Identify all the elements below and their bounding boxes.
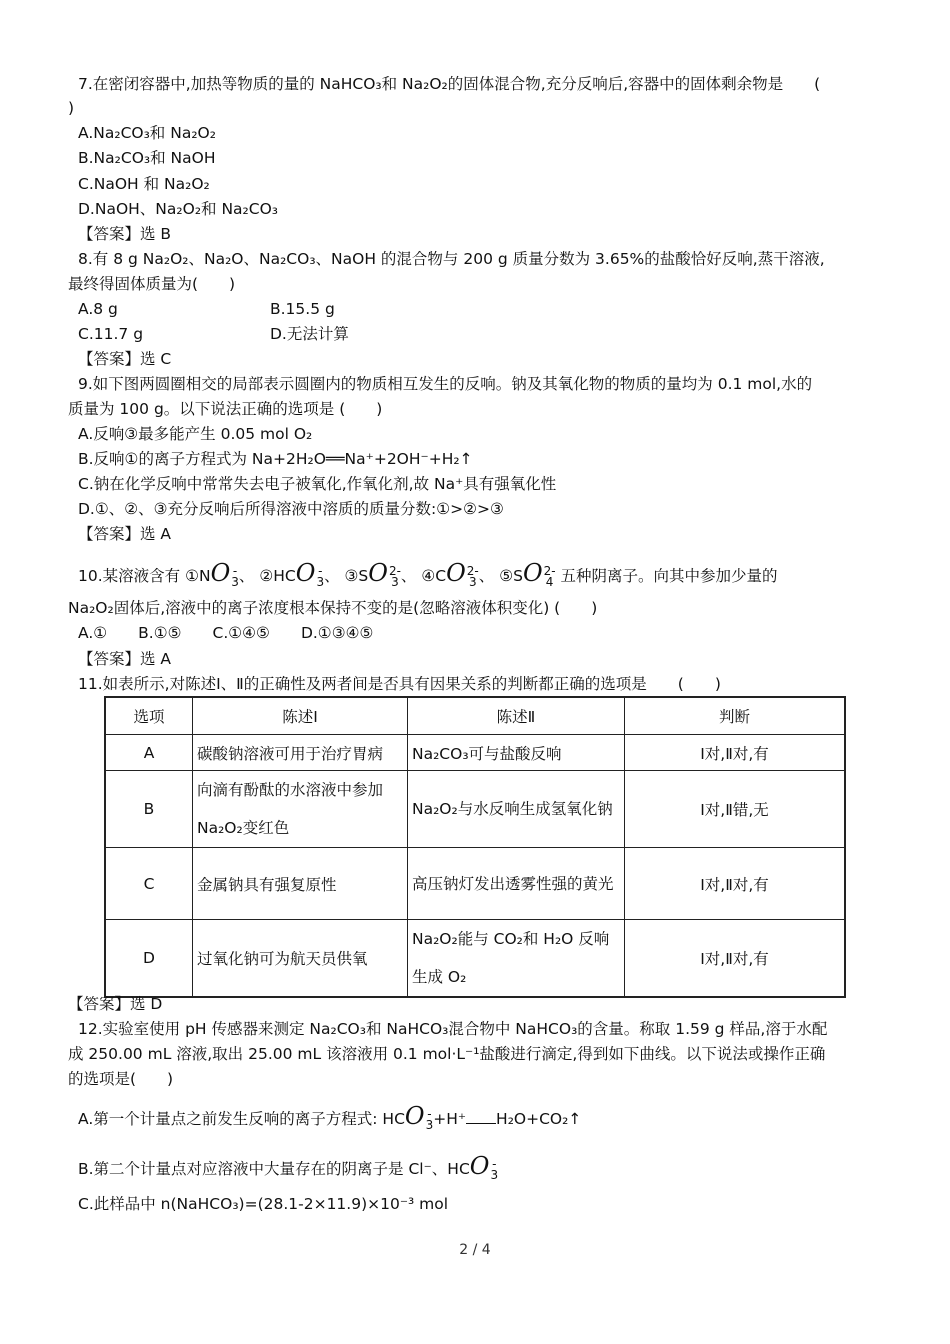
q7-stem-line2: ) <box>68 99 75 117</box>
row-option: A <box>105 735 193 771</box>
row-statement-2: Na₂O₂能与 CO₂和 H₂O 反响生成 O₂ <box>408 920 625 998</box>
q7-option-c: C.NaOH 和 Na₂O₂ <box>78 175 210 193</box>
header-statement-2: 陈述Ⅱ <box>408 697 625 735</box>
q12-option-b: B.第二个计量点对应溶液中大量存在的阴离子是 Cl⁻、HCO - 3 <box>78 1152 499 1182</box>
q10-options: A.① B.①⑤ C.①④⑤ D.①③④⑤ <box>78 624 374 642</box>
row-statement-2: Na₂CO₃可与盐酸反响 <box>408 735 625 771</box>
q8-option-a: A.8 g <box>78 300 118 318</box>
table-row <box>105 771 845 848</box>
row-statement-1: 金属钠具有强复原性 <box>193 848 408 920</box>
q8-stem-line2: 最终得固体质量为( ) <box>68 275 236 293</box>
q7-option-b: B.Na₂CO₃和 NaOH <box>78 149 216 167</box>
q7-option-d: D.NaOH、Na₂O₂和 Na₂CO₃ <box>78 200 279 218</box>
q12-option-a: A.第一个计量点之前发生反响的离子方程式: HCO - 3 +H⁺ H₂O+CO₂↑ <box>78 1102 582 1132</box>
q12-stem-line3: 的选项是( ) <box>68 1070 174 1088</box>
q12-stem-line2: 成 250.00 mL 溶液,取出 25.00 mL 该溶液用 0.1 mol·L⁻¹盐酸进行滴定,得到如下曲线。以下说法或操作正确 <box>68 1045 826 1063</box>
q10-ion-1: ①NO - 3 、 <box>185 559 255 589</box>
table-row <box>105 848 845 920</box>
table-row <box>105 920 845 998</box>
row-statement-1: 向滴有酚酞的水溶液中参加 Na₂O₂变红色 <box>193 771 408 848</box>
row-statement-2: Na₂O₂与水反响生成氢氧化钠 <box>408 771 625 848</box>
table-header-row <box>105 697 845 735</box>
q9-answer: 【答案】选 A <box>78 525 172 543</box>
header-option: 选项 <box>105 697 193 735</box>
q9-stem-line2: 质量为 100 g。以下说法正确的选项是 ( ) <box>68 400 383 418</box>
q10-suffix: 五种阴离子。向其中参加少量的 <box>560 567 778 585</box>
q10-prefix: 10.某溶液含有 <box>78 567 181 585</box>
q8-answer: 【答案】选 C <box>78 350 172 368</box>
row-statement-1: 碳酸钠溶液可用于治疗胃病 <box>193 735 408 771</box>
q12-stem-line1: 12.实验室使用 pH 传感器来测定 Na₂CO₃和 NaHCO₃混合物中 NaHCO₃的含量。称取 1.59 g 样品,溶于水配 <box>78 1020 828 1038</box>
q7-stem-line1: 7.在密闭容器中,加热等物质的量的 NaHCO₃和 Na₂O₂的固体混合物,充分反响后,容器中的固体剩余物是 ( <box>78 75 821 93</box>
q9-option-a: A.反响③最多能产生 0.05 mol O₂ <box>78 425 313 443</box>
row-option: B <box>105 771 193 848</box>
table-row <box>105 735 845 771</box>
row-judgement: Ⅰ对,Ⅱ错,无 <box>625 771 846 848</box>
row-option: D <box>105 920 193 998</box>
row-option: C <box>105 848 193 920</box>
header-judgement: 判断 <box>625 697 846 735</box>
q9-stem-line1: 9.如下图两圆圈相交的局部表示圆圈内的物质相互发生的反响。钠及其氧化物的物质的量均为 0.1 mol,水的 <box>78 375 813 393</box>
row-statement-1: 过氧化钠可为航天员供氧 <box>193 920 408 998</box>
q10-stem-line2: Na₂O₂固体后,溶液中的离子浓度根本保持不变的是(忽略溶液体积变化) ( ) <box>68 599 598 617</box>
q9-option-c: C.钠在化学反响中常常失去电子被氧化,作氧化剂,故 Na⁺具有强氧化性 <box>78 475 557 493</box>
q9-option-b: B.反响①的离子方程式为 Na+2H₂O══Na⁺+2OH⁻+H₂↑ <box>78 450 473 468</box>
q10-stem-line1 <box>78 555 778 594</box>
q8-option-c: C.11.7 g <box>78 325 144 343</box>
q10-ion-5: ⑤SO 2- 4 <box>499 559 556 589</box>
row-judgement: Ⅰ对,Ⅱ对,有 <box>625 848 846 920</box>
q7-answer: 【答案】选 B <box>78 225 172 243</box>
q10-ion-4: ④CO 2- 3 、 <box>421 559 495 589</box>
q7-option-a: A.Na₂CO₃和 Na₂O₂ <box>78 124 216 142</box>
q11-stem: 11.如表所示,对陈述Ⅰ、Ⅱ的正确性及两者间是否具有因果关系的判断都正确的选项是 ( ) <box>78 675 721 693</box>
header-statement-1: 陈述Ⅰ <box>193 697 408 735</box>
q10-ion-2: ②HCO - 3 、 <box>259 559 340 589</box>
q8-option-b: B.15.5 g <box>270 300 335 318</box>
q8-option-d: D.无法计算 <box>270 325 349 343</box>
q8-stem-line1: 8.有 8 g Na₂O₂、Na₂O、Na₂CO₃、NaOH 的混合物与 200 g 质量分数为 3.65%的盐酸恰好反响,蒸干溶液, <box>78 250 825 268</box>
page-number: 2 / 4 <box>459 1242 491 1258</box>
row-judgement: Ⅰ对,Ⅱ对,有 <box>625 735 846 771</box>
equation-arrow-line <box>466 1113 496 1124</box>
q11-table <box>104 696 846 998</box>
q10-ion-3: ③SO 2- 3 、 <box>344 559 417 589</box>
q9-option-d: D.①、②、③充分反响后所得溶液中溶质的质量分数:①>②>③ <box>78 500 504 518</box>
row-judgement: Ⅰ对,Ⅱ对,有 <box>625 920 846 998</box>
q11-answer: 【答案】选 D <box>68 995 163 1013</box>
row-statement-2: 高压钠灯发出透雾性强的黄光 <box>408 848 625 920</box>
q12-option-c: C.此样品中 n(NaHCO₃)=(28.1-2×11.9)×10⁻³ mol <box>78 1195 449 1213</box>
q10-answer: 【答案】选 A <box>78 650 172 668</box>
